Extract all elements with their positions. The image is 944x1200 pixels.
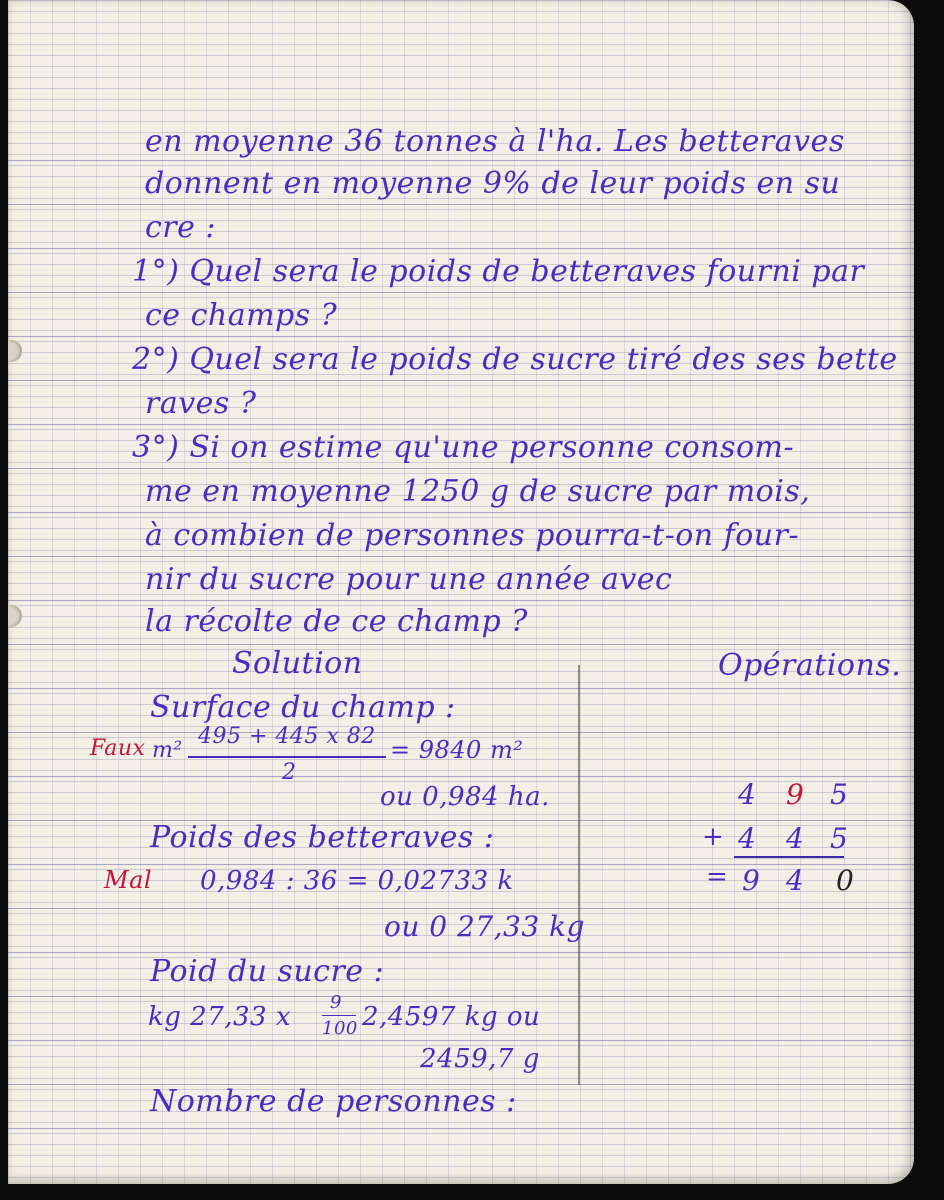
op-sum-bar (734, 856, 844, 858)
problem-line-9: me en moyenne 1250 g de sucre par mois, (145, 474, 811, 509)
op-row2-digit: 4 (786, 822, 805, 855)
surface-alt: ou 0,984 ha. (380, 782, 550, 812)
op-row1-digit: 5 (830, 778, 849, 811)
problem-line-11: nir du sucre pour une année avec (145, 562, 673, 597)
op-row3-digit: 9 (742, 864, 761, 897)
people-title: Nombre de personnes : (150, 1084, 517, 1119)
problem-line-5: ce champs ? (145, 298, 338, 333)
sugar-title: Poid du sucre : (150, 954, 385, 989)
column-divider (578, 665, 580, 1085)
op-row2-digit: 5 (830, 822, 849, 855)
problem-line-12: la récolte de ce champ ? (145, 604, 528, 639)
surface-unit: m² (152, 738, 183, 763)
binding-hole (8, 605, 22, 627)
binding-hole (8, 340, 22, 362)
sugar-fraction-bar (322, 1015, 356, 1016)
operations-heading: Opérations. (718, 648, 902, 683)
beet-calc: 0,984 : 36 = 0,02733 k (200, 866, 514, 896)
teacher-mark-mal: Mal (104, 866, 153, 894)
surface-denominator: 2 (282, 760, 297, 785)
problem-line-7: raves ? (145, 386, 257, 421)
op-row1-digit: 4 (738, 778, 757, 811)
op-row1-digit: 9 (786, 778, 805, 811)
problem-line-4: 1°) Quel sera le poids de betteraves fourni par (132, 254, 865, 289)
surface-fraction-bar (188, 756, 386, 758)
sugar-frac-den: 100 (322, 1018, 358, 1039)
problem-line-2: donnent en moyenne 9% de leur poids en su (145, 166, 841, 201)
op-row3-digit: 4 (786, 864, 805, 897)
beet-title: Poids des betteraves : (150, 820, 495, 855)
op-row3-digit: 0 (836, 864, 855, 897)
sugar-frac-num: 9 (330, 992, 342, 1013)
problem-line-6: 2°) Quel sera le poids de sucre tiré des ses bette (132, 342, 898, 377)
problem-line-10: à combien de personnes pourra-t-on four- (145, 518, 800, 553)
op-row2-digit: 4 (738, 822, 757, 855)
sugar-calc-prefix: kg 27,33 x (148, 1002, 292, 1032)
teacher-mark-faux: Faux (90, 736, 146, 761)
problem-line-3: cre : (145, 210, 217, 245)
sugar-result: 2,4597 kg ou (362, 1002, 541, 1032)
surface-result: = 9840 m² (390, 736, 524, 764)
problem-line-1: en moyenne 36 tonnes à l'ha. Les betteraves (145, 124, 845, 159)
problem-line-8: 3°) Si on estime qu'une personne consom- (132, 430, 795, 465)
op-row3-sign: = (706, 862, 729, 892)
surface-numerator: 495 + 445 x 82 (198, 724, 376, 749)
op-row2-sign: + (702, 822, 725, 852)
surface-title: Surface du champ : (150, 690, 456, 725)
sugar-alt: 2459,7 g (420, 1044, 540, 1074)
solution-heading: Solution (232, 646, 363, 681)
beet-alt: ou 0 27,33 kg (384, 910, 585, 943)
